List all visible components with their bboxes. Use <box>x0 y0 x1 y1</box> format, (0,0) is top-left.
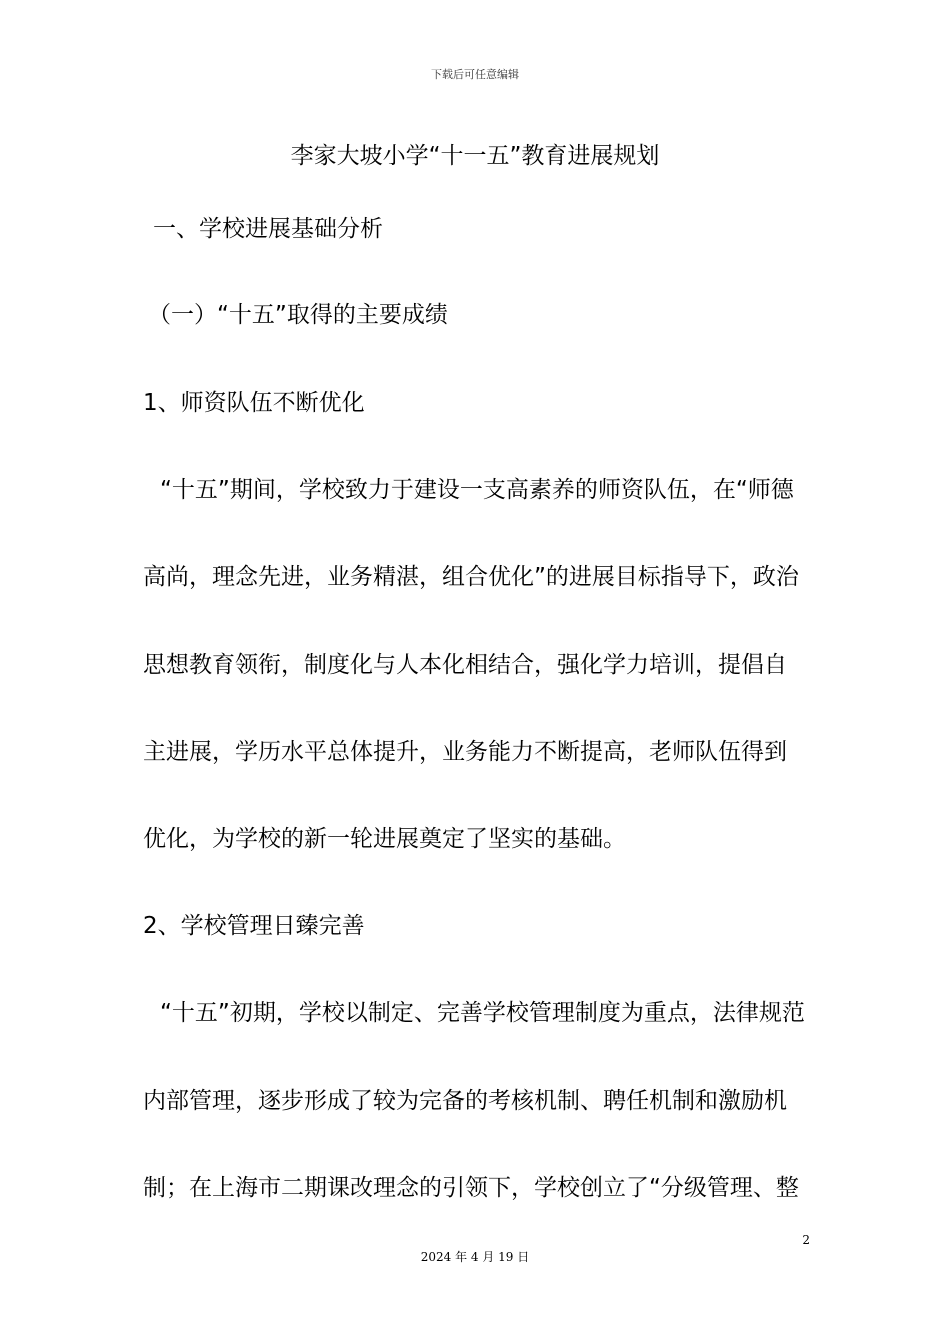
page-number: 2 <box>802 1233 810 1247</box>
paragraph-line: 主进展，学历水平总体提升，业务能力不断提高，老师队伍得到 <box>143 739 787 765</box>
paragraph-line: 制；在上海市二期课改理念的引领下，学校创立了“分级管理、整 <box>143 1175 799 1201</box>
paragraph-line: 内部管理，逐步形成了较为完备的考核机制、聘任机制和激励机 <box>143 1088 787 1114</box>
paragraph-line: “十五”期间，学校致力于建设一支高素养的师资队伍，在“师德 <box>160 477 794 503</box>
section-heading: 一、学校进展基础分析 <box>153 216 383 242</box>
header-note: 下载后可任意编辑 <box>431 68 519 81</box>
paragraph-line: 优化，为学校的新一轮进展奠定了坚实的基础。 <box>143 826 626 852</box>
document-title: 李家大坡小学“十一五”教育进展规划 <box>290 143 660 169</box>
paragraph-line: 思想教育领衔，制度化与人本化相结合，强化学力培训，提倡自 <box>143 652 787 678</box>
footer-date: 2024 年 4 月 19 日 <box>420 1250 530 1264</box>
paragraph-line: 高尚，理念先进，业务精湛，组合优化”的进展目标指导下，政治 <box>143 564 799 590</box>
paragraph-line: “十五”初期，学校以制定、完善学校管理制度为重点，法律规范 <box>160 1000 805 1026</box>
subsection-heading: （一）“十五”取得的主要成绩 <box>148 302 448 328</box>
item1-heading: 1、师资队伍不断优化 <box>143 390 365 416</box>
item2-heading: 2、学校管理日臻完善 <box>143 913 365 939</box>
